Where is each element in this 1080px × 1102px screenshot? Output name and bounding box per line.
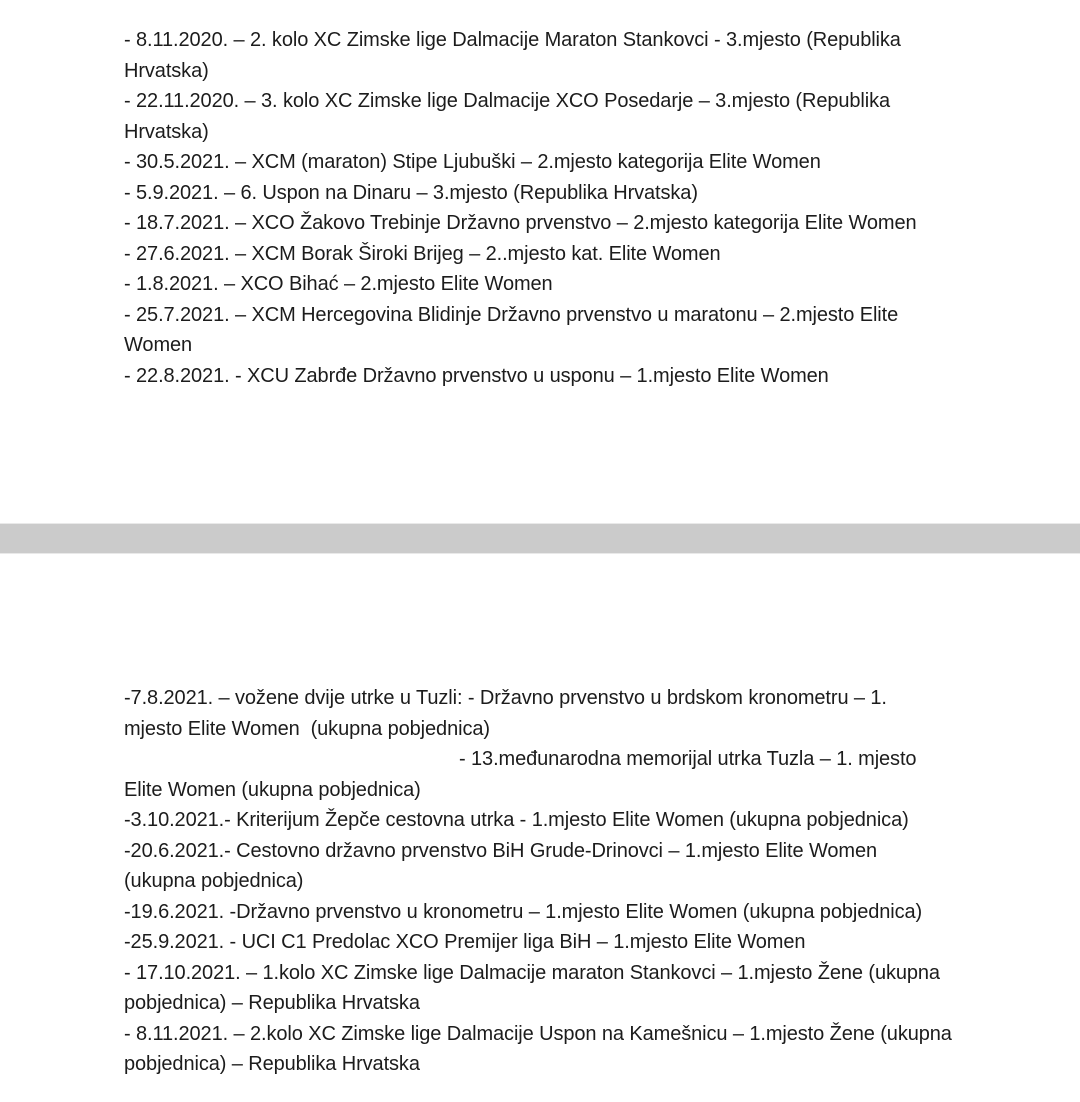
result-line-indented: - 13.međunarodna memorijal utrka Tuzla – 1. mjesto [459,748,917,770]
result-line: - 22.8.2021. - XCU Zabrđe Državno prvenstvo u usponu – 1.mjesto Elite Women [124,364,829,387]
result-line: Hrvatska) [124,120,209,143]
result-line: Elite Women (ukupna pobjednica) [124,778,421,801]
page-break-divider [0,523,1080,554]
result-line: - 30.5.2021. – XCM (maraton) Stipe Ljubuški – 2.mjesto kategorija Elite Women [124,151,821,173]
result-line: -20.6.2021.- Cestovno državno prvenstvo BiH Grude-Drinovci – 1.mjesto Elite Women [124,839,877,862]
result-line: - 22.11.2020. – 3. kolo XC Zimske lige Dalmacije XCO Posedarje – 3.mjesto (Republika [124,90,891,112]
result-line: -25.9.2021. - UCI C1 Predolac XCO Premijer liga BiH – 1.mjesto Elite Women [124,931,806,953]
result-line: -19.6.2021. -Državno prvenstvo u kronometru – 1.mjesto Elite Women (ukupna pobjednica) [124,900,923,923]
result-line: - 5.9.2021. – 6. Uspon na Dinaru – 3.mjesto (Republika Hrvatska) [124,181,698,204]
result-line: - 8.11.2020. – 2. kolo XC Zimske lige Dalmacije Maraton Stankovci - 3.mjesto (Republika [124,29,901,51]
result-line: - 17.10.2021. – 1.kolo XC Zimske lige Dalmacije maraton Stankovci – 1.mjesto Žene (ukupna [124,961,940,984]
result-line: - 8.11.2021. – 2.kolo XC Zimske lige Dalmacije Uspon na Kamešnicu – 1.mjesto Žene (ukupna [124,1022,952,1045]
result-line: pobjednica) – Republika Hrvatska [124,1053,420,1075]
result-line: - 1.8.2021. – XCO Bihać – 2.mjesto Elite Women [124,273,553,295]
result-line: mjesto Elite Women (ukupna pobjednica) [124,717,490,740]
result-line: - 27.6.2021. – XCM Borak Široki Brijeg – 2..mjesto kat. Elite Women [124,242,721,265]
result-line: -7.8.2021. – vožene dvije utrke u Tuzli: - Državno prvenstvo u brdskom kronometru – 1. [124,687,887,709]
result-line: Women [124,334,193,356]
result-line: -3.10.2021.- Kriterijum Žepče cestovna utrka - 1.mjesto Elite Women (ukupna pobjednica) [124,809,909,831]
document-page-1 [0,0,1080,523]
result-line: - 18.7.2021. – XCO Žakovo Trebinje Državno prvenstvo – 2.mjesto kategorija Elite Women [124,212,917,234]
result-line: pobjednica) – Republika Hrvatska [124,992,420,1014]
result-line: Hrvatska) [124,59,209,82]
result-line: (ukupna pobjednica) [124,870,304,892]
result-line: - 25.7.2021. – XCM Hercegovina Blidinje Državno prvenstvo u maratonu – 2.mjesto Elite [124,303,899,326]
document-page-2 [0,554,1080,1102]
